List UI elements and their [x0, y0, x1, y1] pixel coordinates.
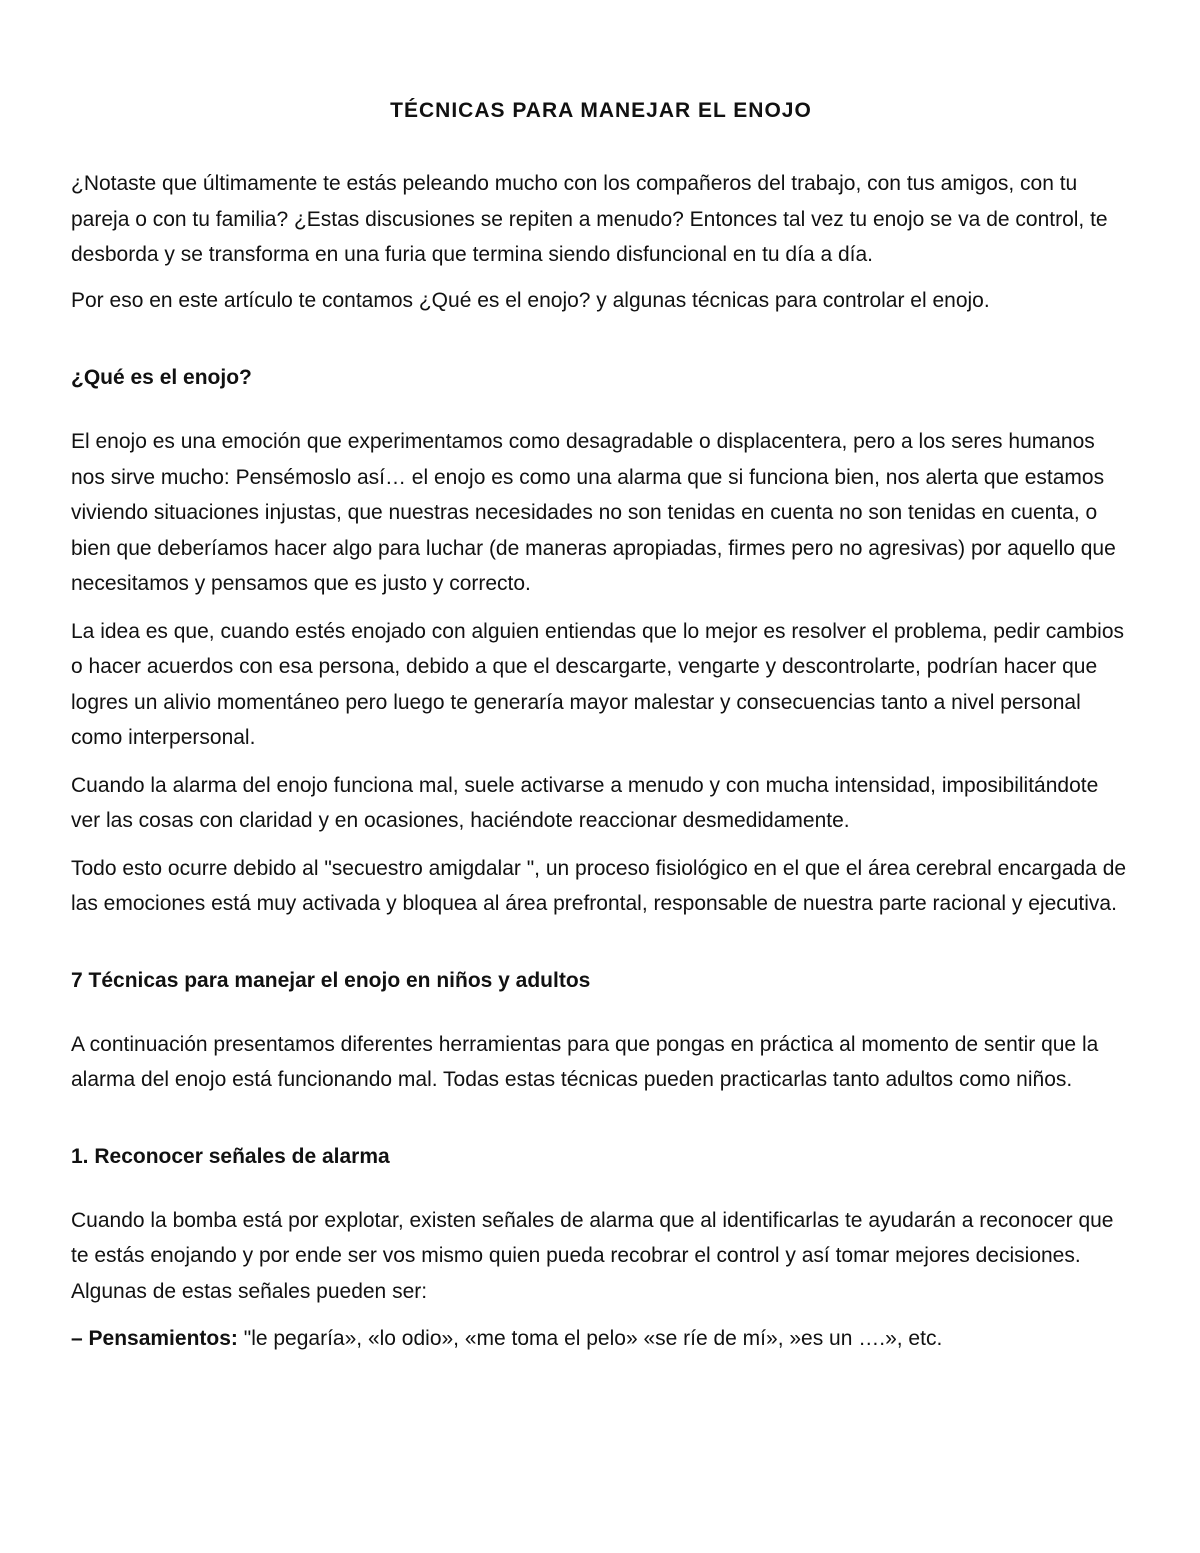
- que-paragraph-2: La idea es que, cuando estés enojado con alguien entiendas que lo mejor es resolver el problema, pedir cambios o hacer acuerdos con esa persona, debido a que el descargarte, vengarte y descontrolarte, podrían hacer que logres un alivio momentáneo pero luego te generaría mayor malestar y consecuencias tanto a nivel personal como interpersonal.: [71, 619, 1125, 749]
- que-paragraph-1: El enojo es una emoción que experimentamos como desagradable o displacentera, pero a los seres humanos nos sirve mucho: Pensémoslo así… el enojo es como una alarma que si funciona bien, nos alerta que estamos viviendo situaciones injustas, que nuestras necesidades no son tenidas en cuenta no son tenidas en cuenta, o bien que deberíamos hacer algo para luchar (de maneras apropiadas, firmes pero no agresivas) por aquello que necesitamos y pensamos que es justo y correcto.: [71, 430, 1116, 595]
- siete-paragraph-1: A continuación presentamos diferentes herramientas para que pongas en práctica al momento de sentir que la alarma del enojo está funcionando mal. Todas estas técnicas pueden practicarlas tanto adultos como niños.: [71, 1032, 1099, 1091]
- pensamientos-item: [71, 1321, 1131, 1357]
- section-heading-que-es: ¿Qué es el enojo?: [71, 366, 252, 389]
- section-heading-reconocer-senales: 1. Reconocer señales de alarma: [71, 1144, 390, 1168]
- document-title: TÉCNICAS PARA MANEJAR EL ENOJO: [390, 99, 812, 122]
- que-paragraph-4: Todo esto ocurre debido al "secuestro amigdalar ", un proceso fisiológico en el que el área cerebral encargada de las emociones está muy activada y bloquea al área prefrontal, responsable de nuestra parte racional y ejecutiva.: [71, 856, 1127, 915]
- intro-paragraph-2: Por eso en este artículo te contamos ¿Qué es el enojo? y algunas técnicas para controlar el enojo.: [71, 288, 990, 312]
- section-heading-7-tecnicas: 7 Técnicas para manejar el enojo en niños y adultos: [71, 968, 591, 992]
- pensamientos-text: "le pegaría», «lo odio», «me toma el pelo» «se ríe de mí», »es un ….», etc.: [237, 1327, 943, 1350]
- document-page: [71, 96, 1131, 1369]
- que-paragraph-3: Cuando la alarma del enojo funciona mal, suele activarse a menudo y con mucha intensidad, imposibilitándote ver las cosas con claridad y en ocasiones, haciéndote reaccionar desmedidamente.: [71, 773, 1099, 832]
- intro-paragraph-1: ¿Notaste que últimamente te estás peleando mucho con los compañeros del trabajo, con tus amigos, con tu pareja o con tu familia? ¿Estas discusiones se repiten a menudo? Entonces tal vez tu enojo se va de control, te desborda y se transforma en una furia que termina siendo disfuncional en tu día a día.: [71, 172, 1108, 266]
- pensamientos-label: – Pensamientos:: [71, 1327, 238, 1350]
- uno-paragraph-1: Cuando la bomba está por explotar, existen señales de alarma que al identificarlas te ayudarán a reconocer que te estás enojando y por ende ser vos mismo quien pueda recobrar el control y así tomar mejores decisiones. Algunas de estas señales pueden ser:: [71, 1208, 1114, 1303]
